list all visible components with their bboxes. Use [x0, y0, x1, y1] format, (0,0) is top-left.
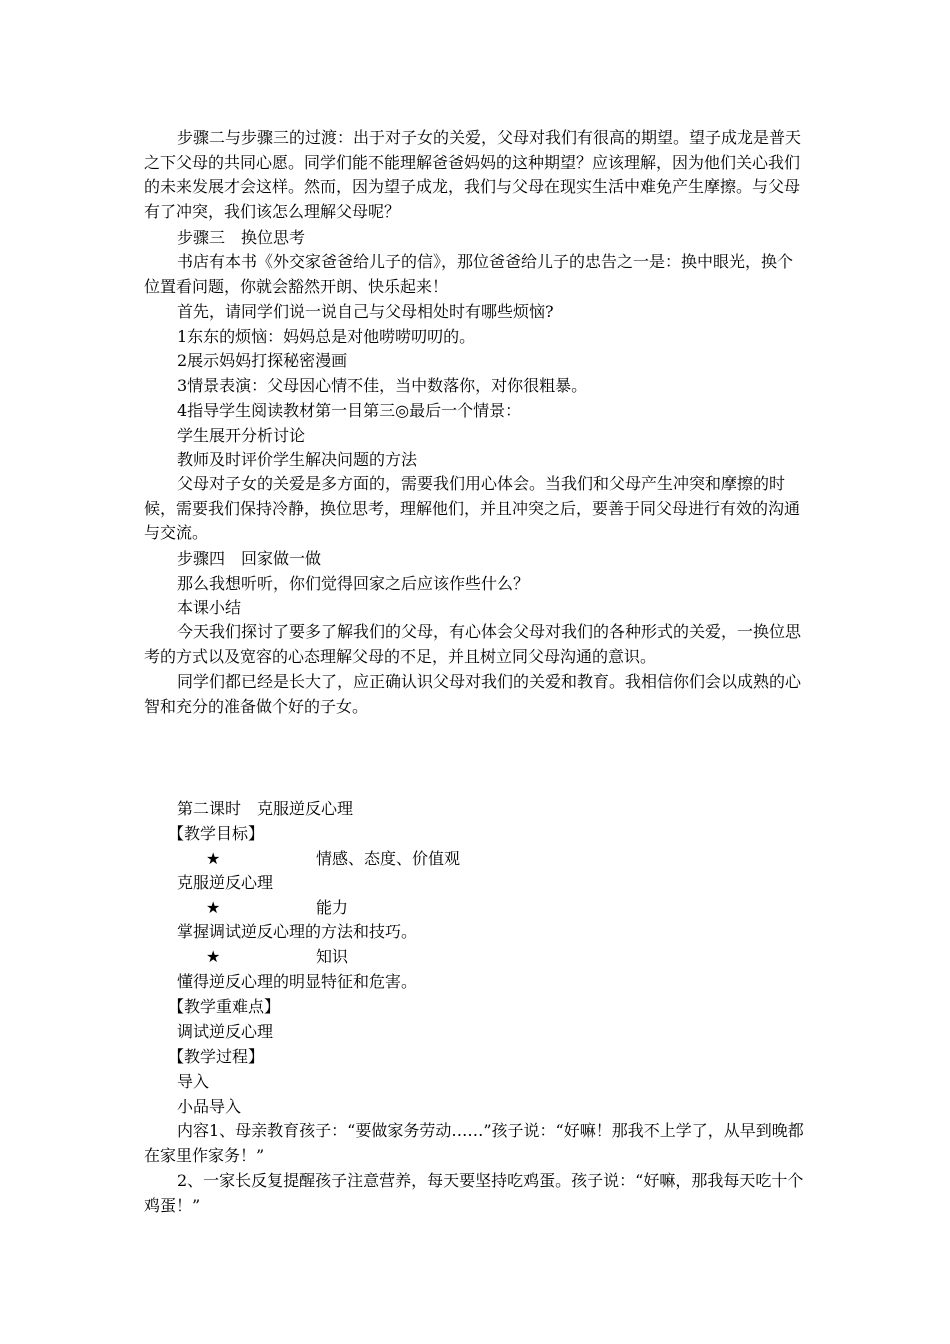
summary-paragraph: 今天我们探讨了要多了解我们的父母，有心体会父母对我们的各种形式的关爱，一换位思考的方式以及宽容的心态理解父母的不足，并且树立同父母沟通的意识。	[144, 622, 802, 666]
evaluation-line: 教师及时评价学生解决问题的方法	[177, 450, 418, 469]
discussion-line: 学生展开分析讨论	[177, 426, 306, 445]
key-points-text: 调试逆反心理	[177, 1022, 274, 1041]
goal3-text: 懂得逆反心理的明显特征和危害。	[177, 972, 418, 991]
summary-heading: 本课小结	[177, 598, 242, 617]
goal3-label: 知识	[316, 947, 349, 966]
list-item-1: 1东东的烦恼：妈妈总是对他唠唠叨叨的。	[177, 327, 476, 346]
goals-heading: 【教学目标】	[168, 824, 265, 843]
first-question: 首先，请同学们说一说自己与父母相处时有哪些烦恼?	[177, 302, 554, 321]
content1-paragraph: 内容1、母亲教育孩子：“要做家务劳动……”孩子说：“好嘛！那我不上学了，从早到晚都在家里作家务！”	[144, 1121, 804, 1165]
closing-paragraph: 同学们都已经是长大了，应正确认识父母对我们的关爱和教育。我相信你们会以成熟的心智和充分的准备做个好的子女。	[144, 672, 802, 716]
intro-line: 导入	[177, 1072, 210, 1091]
step4-question: 那么我想听听，你们觉得回家之后应该作些什么？	[177, 574, 530, 593]
book-paragraph: 书店有本书《外交家爸爸给儿子的信》，那位爸爸给儿子的忠告之一是：换中眼光，换个位置看问题，你就会豁然开朗、快乐起来！	[144, 252, 794, 296]
step3-heading: 步骤三 换位思考	[177, 228, 306, 247]
star-icon: ★	[206, 947, 221, 966]
star-icon: ★	[206, 898, 221, 917]
content2-paragraph: 2、一家长反复提醒孩子注意营养，每天要坚持吃鸡蛋。孩子说：“好嘛，那我每天吃十个鸡蛋！”	[144, 1171, 804, 1215]
list-item-4: 4指导学生阅读教材第一目第三◎最后一个情景：	[177, 401, 522, 420]
goal1-label: 情感、态度、价值观	[316, 849, 461, 868]
goal2-label: 能力	[316, 898, 349, 917]
list-item-3: 3情景表演：父母因心情不佳，当中数落你，对你很粗暴。	[177, 376, 588, 395]
lesson-title: 第二课时 克服逆反心理	[177, 799, 354, 818]
step4-heading: 步骤四 回家做一做	[177, 549, 322, 568]
goal2-text: 掌握调试逆反心理的方法和技巧。	[177, 922, 418, 941]
list-item-2: 2展示妈妈打探秘密漫画	[177, 351, 348, 370]
key-points-heading: 【教学重难点】	[168, 997, 281, 1016]
goal1-text: 克服逆反心理	[177, 873, 274, 892]
skit-intro-line: 小品导入	[177, 1097, 242, 1116]
star-icon: ★	[206, 849, 221, 868]
transition-paragraph: 步骤二与步骤三的过渡：出于对子女的关爱，父母对我们有很高的期望。望子成龙是普天之下父母的共同心愿。同学们能不能理解爸爸妈妈的这种期望？应该理解，因为他们关心我们的未来发展才会这样。然而，因为望子成龙，我们与父母在现实生活中难免产生摩擦。与父母有了冲突，我们该怎么理解父母呢？	[144, 128, 802, 221]
parents-love-paragraph: 父母对子女的关爱是多方面的，需要我们用心体会。当我们和父母产生冲突和摩擦的时候，需要我们保持冷静，换位思考，理解他们，并且冲突之后，要善于同父母进行有效的沟通与交流。	[144, 474, 801, 543]
process-heading: 【教学过程】	[168, 1047, 265, 1066]
